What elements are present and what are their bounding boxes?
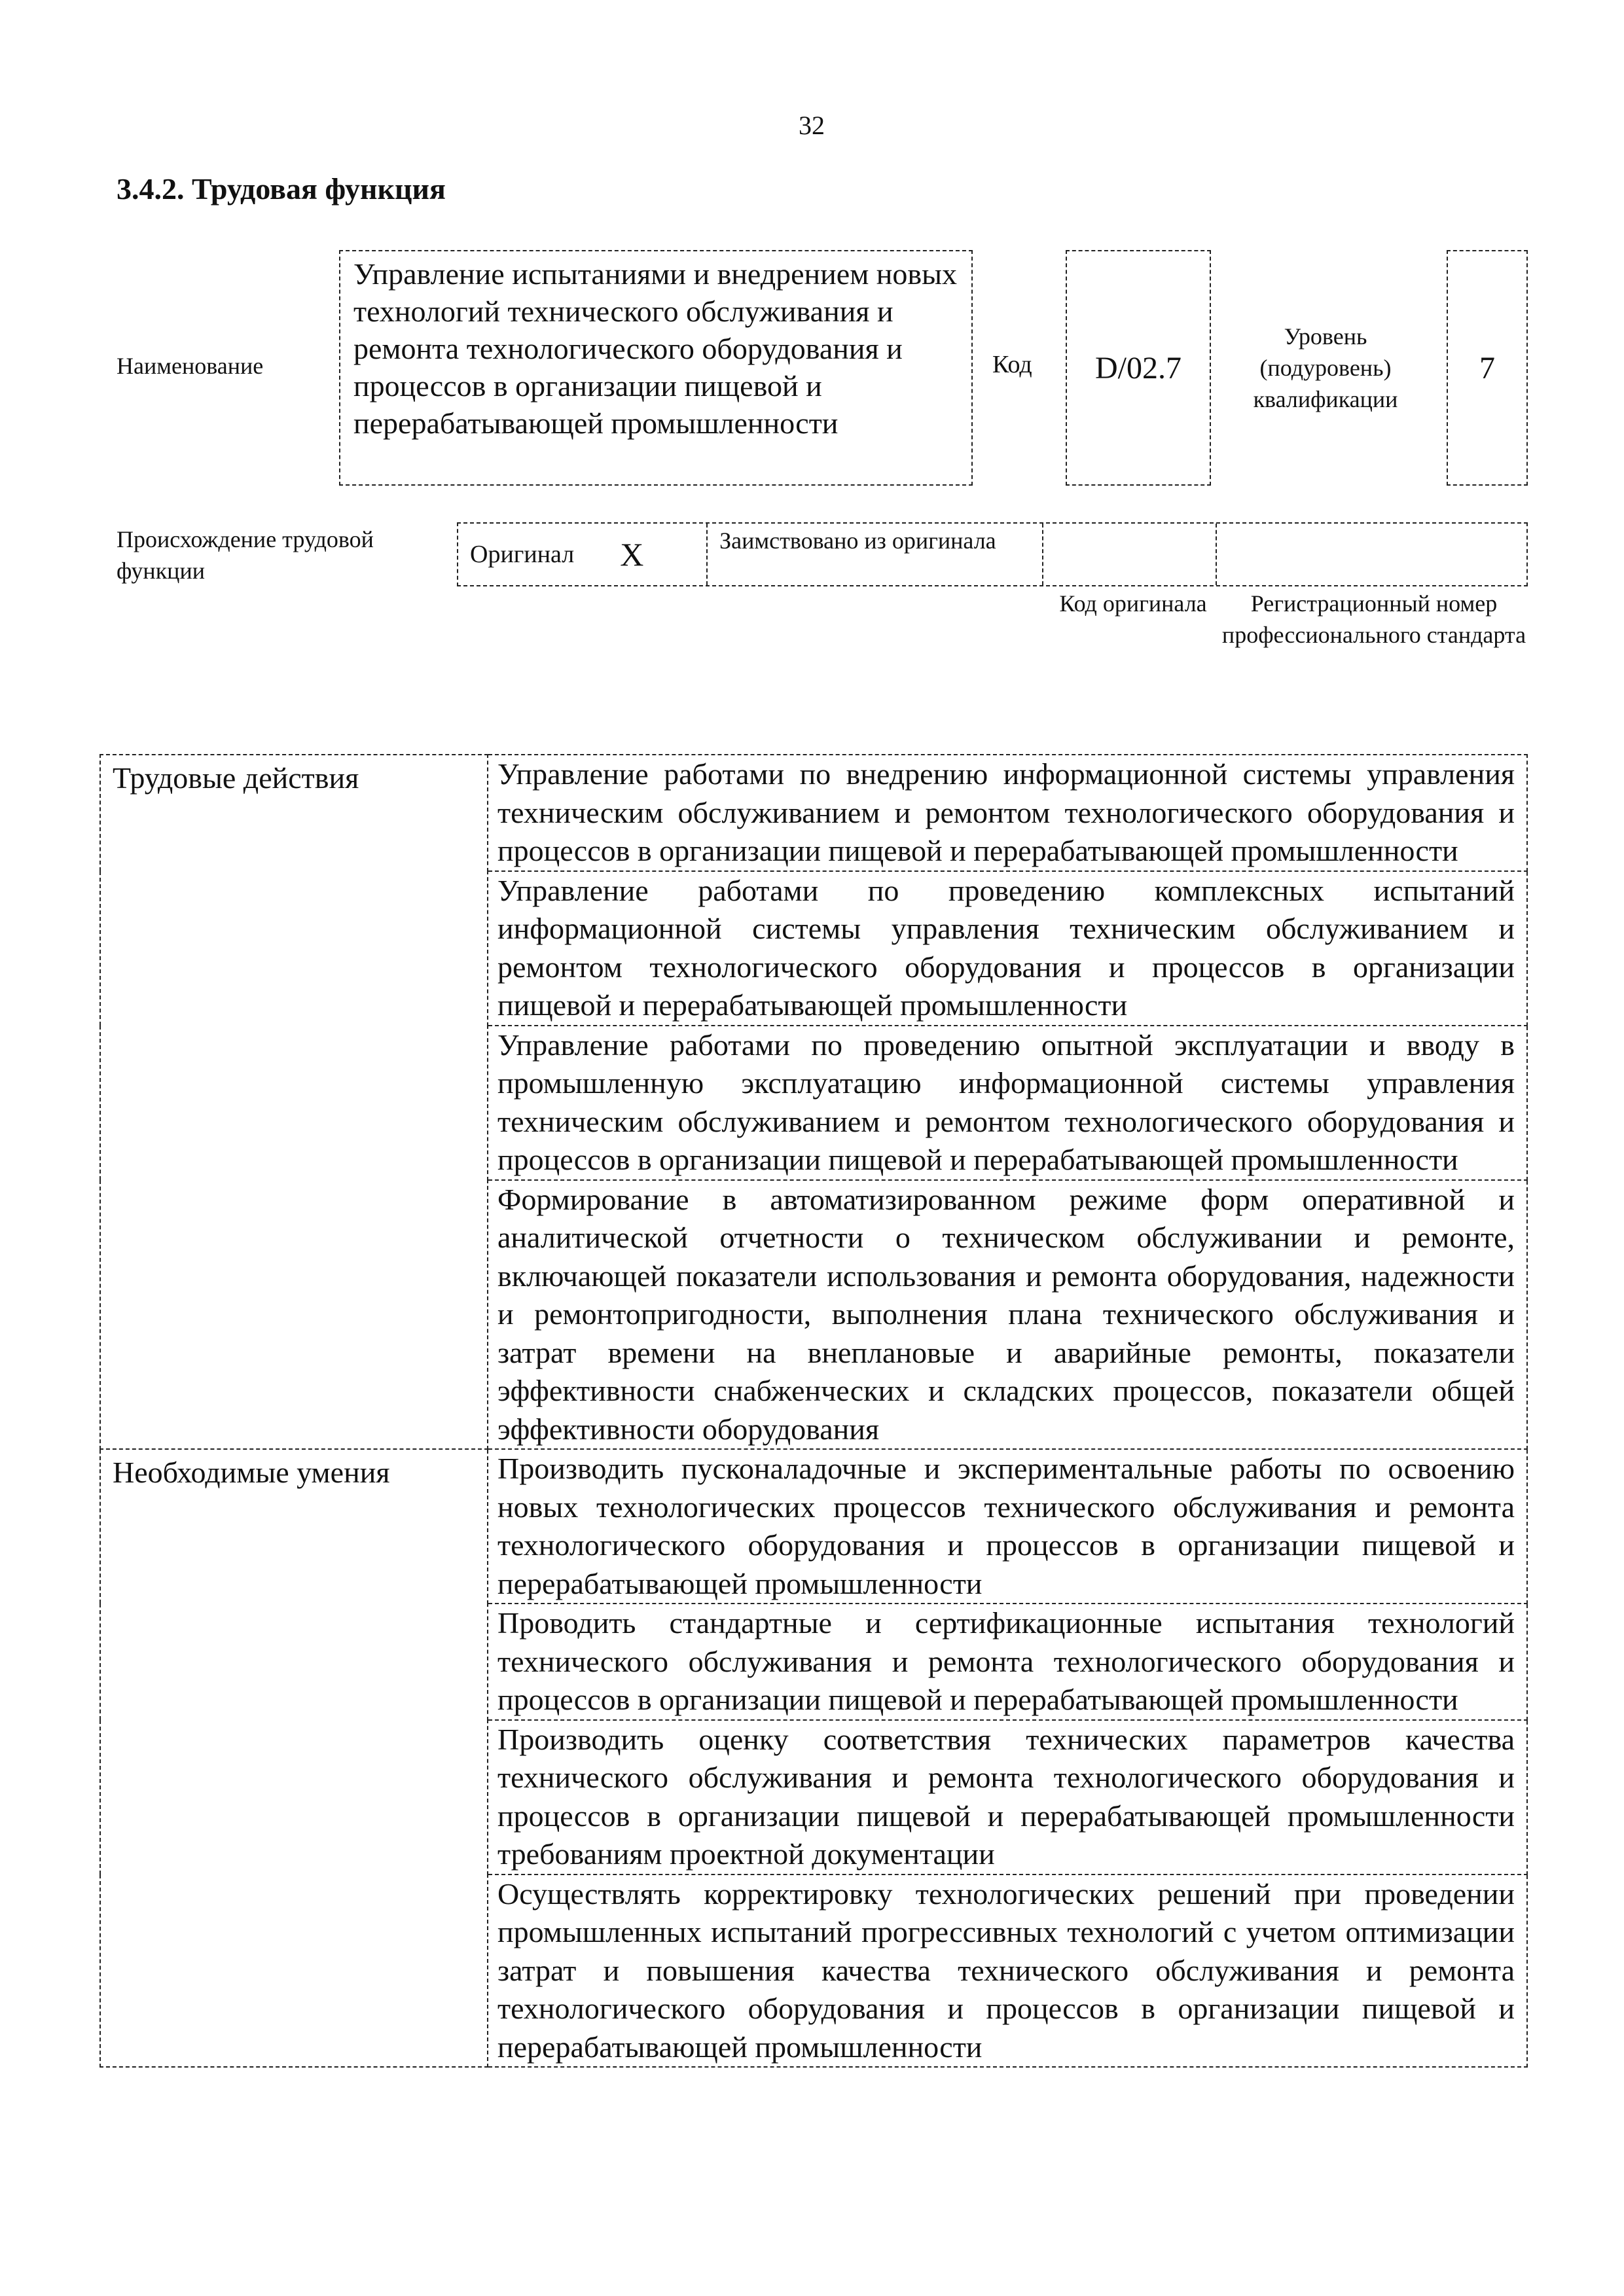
origin-reg-number-cell	[1217, 524, 1526, 585]
skill-item: Производить пусконаладочные и экспериментальные работы по освоению новых технологических процессов технического обслуживания и ремонта технологического оборудования и процессов в организации пищевой и перерабатывающей промышленности	[488, 1449, 1527, 1604]
level-value: 7	[1479, 350, 1495, 386]
skill-item: Производить оценку соответствия технических параметров качества технического обслуживания и ремонта технологического оборудования и процессов в организации пищевой и перерабатывающей промышленности требованиям проектной документации	[488, 1720, 1527, 1874]
labor-action-item: Управление работами по проведению комплексных испытаний информационной системы управления техническим обслуживанием и ремонтом технологического оборудования и процессов в организации пищевой и перерабатывающей промышленности	[488, 871, 1527, 1026]
labor-actions-label: Трудовые действия	[100, 755, 488, 1449]
origin-label: Происхождение трудовой функции	[117, 526, 374, 584]
section-title: 3.4.2. Трудовая функция	[117, 172, 446, 206]
name-label: Наименование	[117, 353, 264, 379]
table-row	[100, 755, 1527, 871]
level-label: Уровень (подуровень) квалификации	[1253, 323, 1398, 412]
code-original-caption: Код оригинала	[1059, 590, 1207, 617]
code-value: D/02.7	[1095, 350, 1182, 386]
code-label: Код	[992, 351, 1032, 378]
table-row	[100, 1449, 1527, 1604]
borrowed-label: Заимствовано из оригинала	[708, 524, 1043, 585]
level-value-box	[1447, 250, 1528, 486]
skill-item: Осуществлять корректировку технологических решений при проведении промышленных испытаний прогрессивных технологий с учетом оптимизации затрат и повышения качества технического обслуживания и ремонта технологического оборудования и процессов в организации пищевой и перерабатывающей промышленности	[488, 1874, 1527, 2068]
original-mark: X	[620, 536, 644, 573]
functions-table	[99, 754, 1528, 2068]
origin-code-cell	[1043, 524, 1217, 585]
reg-number-caption: Регистрационный номер профессионального стандарта	[1221, 590, 1526, 648]
function-name-box: Управление испытаниями и внедрением новых технологий технического обслуживания и ремонта технологического оборудования и процессов в организации пищевой и перерабатывающей промышленности	[339, 250, 973, 486]
code-value-box	[1066, 250, 1211, 486]
origin-row	[457, 522, 1528, 586]
original-label: Оригинал	[470, 541, 575, 568]
labor-action-item: Формирование в автоматизированном режиме форм оперативной и аналитической отчетности о техническом обслуживании и ремонте, включающей показатели использования и ремонта оборудования, надежности и ремонтопригодности, выполнения плана технического обслуживания и затрат времени на внеплановые и аварийные ремонты, показатели эффективности снабженческих и складских процессов, показатели общей эффективности оборудования	[488, 1180, 1527, 1450]
skills-label: Необходимые умения	[100, 1449, 488, 2067]
skill-item: Проводить стандартные и сертификационные испытания технологий технического обслуживания и ремонта технологического оборудования и процессов в организации пищевой и перерабатывающей промышленности	[488, 1604, 1527, 1720]
page-number: 32	[799, 111, 825, 140]
labor-action-item: Управление работами по проведению опытной эксплуатации и вводу в промышленную эксплуатацию информационной системы управления техническим обслуживанием и ремонтом технологического оборудования и процессов в организации пищевой и перерабатывающей промышленности	[488, 1026, 1527, 1180]
labor-action-item: Управление работами по внедрению информационной системы управления техническим обслуживанием и ремонтом технологического оборудования и процессов в организации пищевой и перерабатывающей промышленности	[488, 755, 1527, 871]
origin-original-cell	[458, 524, 708, 585]
